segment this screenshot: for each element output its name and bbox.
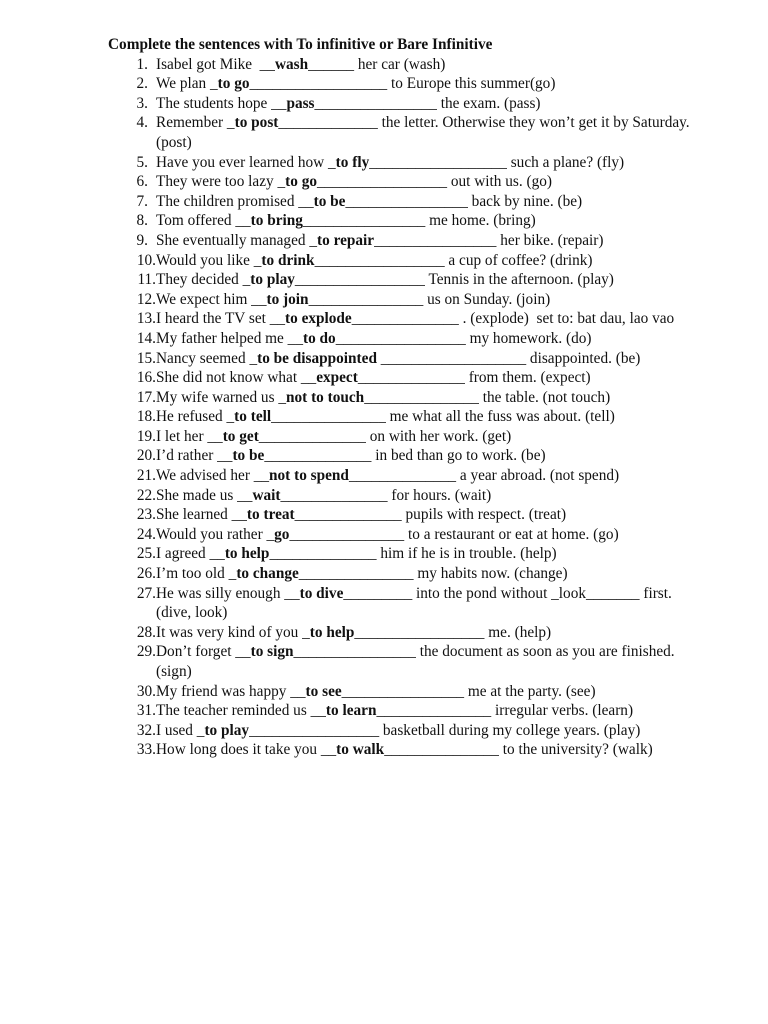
sentence-start: It was very kind of you _ — [156, 623, 310, 641]
sentence-end: ______________ him if he is in trouble. (help) — [269, 545, 557, 563]
answer-text: to help — [224, 545, 270, 563]
exercise-item — [108, 642, 708, 681]
sentence-end: _______________ my habits now. (change) — [298, 565, 568, 583]
sentence-end: _________________ basketball during my college years. (play) — [249, 721, 641, 739]
item-number: 15. — [136, 349, 156, 367]
sentence-end: ___________________ disappointed. (be) — [376, 349, 641, 367]
item-number: 19. — [136, 427, 156, 445]
worksheet — [108, 35, 708, 760]
sentence-start: I heard the TV set __ — [156, 310, 286, 328]
item-sentence — [156, 74, 696, 94]
item-number: 18. — [136, 408, 156, 426]
sentence-start: We advised her __ — [156, 467, 270, 485]
sentence-end: ________________ the exam. (pass) — [314, 94, 541, 112]
sentence-start: How long does it take you __ — [156, 741, 337, 759]
sentence-start: She made us __ — [156, 486, 253, 504]
exercise-item — [108, 388, 708, 408]
answer-text: to treat — [246, 506, 295, 524]
exercise-item — [108, 231, 708, 251]
answer-text: expect — [316, 369, 358, 387]
answer-text: to walk — [336, 741, 385, 759]
item-sentence — [156, 94, 696, 114]
item-sentence — [156, 486, 696, 506]
sentence-end: ________________ me at the party. (see) — [341, 682, 596, 700]
exercise-item — [108, 270, 708, 290]
item-number: 5. — [136, 153, 148, 171]
exercise-item — [108, 329, 708, 349]
item-number: 8. — [136, 212, 148, 230]
sentence-end: __________________ such a plane? (fly) — [369, 153, 625, 171]
item-number: 12. — [136, 290, 156, 308]
exercise-item — [108, 211, 708, 231]
exercise-item — [108, 74, 708, 94]
sentence-end: ________________ the document as soon as you are finished. (sign) — [156, 643, 679, 680]
item-sentence — [156, 623, 696, 643]
sentence-start: The students hope __ — [156, 94, 287, 112]
item-number: 6. — [136, 173, 148, 191]
item-sentence — [156, 642, 696, 681]
sentence-end: ________________ her bike. (repair) — [374, 231, 604, 249]
exercise-item — [108, 349, 708, 369]
exercise-item — [108, 505, 708, 525]
answer-text: to go — [217, 75, 250, 93]
item-sentence — [156, 505, 696, 525]
answer-text: to be — [313, 192, 346, 210]
item-number: 26. — [136, 565, 156, 583]
sentence-end: ______ her car (wash) — [308, 55, 446, 73]
sentence-start: Remember _ — [156, 114, 235, 132]
item-number: 9. — [136, 231, 148, 249]
sentence-end: _______________ to the university? (walk) — [384, 741, 653, 759]
exercise-item — [108, 584, 708, 623]
item-sentence — [156, 270, 696, 290]
answer-text: to see — [305, 682, 342, 700]
exercise-item — [108, 564, 708, 584]
sentence-start: The children promised __ — [156, 192, 314, 210]
sentence-end: ________________ back by nine. (be) — [345, 192, 583, 210]
exercise-item — [108, 192, 708, 212]
sentence-start: I’d rather __ — [156, 447, 233, 465]
exercise-item — [108, 153, 708, 173]
item-number: 3. — [136, 94, 148, 112]
sentence-start: My father helped me __ — [156, 329, 303, 347]
item-number: 30. — [136, 682, 156, 700]
item-sentence — [156, 388, 696, 408]
sentence-end: _________________ out with us. (go) — [317, 173, 552, 191]
sentence-start: Don’t forget __ — [156, 643, 251, 661]
item-sentence — [156, 701, 696, 721]
answer-text: to learn — [325, 702, 377, 720]
item-sentence — [156, 172, 696, 192]
answer-text: to change — [236, 565, 299, 583]
exercise-item — [108, 544, 708, 564]
sentence-start: We plan _ — [156, 75, 218, 93]
exercise-item — [108, 525, 708, 545]
sentence-end: _____________ the letter. Otherwise they won’t get it by Saturday. (post) — [156, 114, 694, 151]
item-number: 29. — [136, 643, 156, 661]
sentence-start: I agreed __ — [156, 545, 225, 563]
item-sentence — [156, 309, 696, 329]
item-sentence — [156, 153, 696, 173]
answer-text: to sign — [250, 643, 294, 661]
sentence-start: She did not know what __ — [156, 369, 317, 387]
answer-text: go — [274, 525, 290, 543]
sentence-start: Would you like _ — [156, 251, 262, 269]
answer-text: to fly — [335, 153, 370, 171]
sentence-start: I let her __ — [156, 427, 223, 445]
exercise-item — [108, 740, 708, 760]
exercise-list — [108, 55, 708, 760]
sentence-start: My friend was happy __ — [156, 682, 306, 700]
item-number: 16. — [136, 369, 156, 387]
item-sentence — [156, 564, 696, 584]
answer-text: to do — [302, 329, 336, 347]
answer-text: to get — [222, 427, 259, 445]
item-sentence — [156, 113, 696, 152]
item-sentence — [156, 407, 696, 427]
exercise-item — [108, 55, 708, 75]
exercise-item — [108, 721, 708, 741]
item-sentence — [156, 721, 696, 741]
answer-text: to repair — [317, 231, 375, 249]
sentence-end: ______________ in bed than go to work. (be) — [264, 447, 546, 465]
sentence-end: _______________ irregular verbs. (learn) — [376, 702, 634, 720]
answer-text: to tell — [234, 408, 272, 426]
sentence-start: My wife warned us _ — [156, 388, 286, 406]
exercise-item — [108, 701, 708, 721]
item-sentence — [156, 682, 696, 702]
answer-text: to dive — [299, 584, 344, 602]
exercise-item — [108, 251, 708, 271]
sentence-start: They decided _ — [156, 271, 251, 289]
sentence-end: __________________ to Europe this summer(go) — [249, 75, 556, 93]
answer-text: to explode — [285, 310, 352, 328]
item-number: 21. — [136, 467, 156, 485]
answer-text: to be disappointed — [257, 349, 377, 367]
exercise-item — [108, 368, 708, 388]
item-number: 1. — [136, 55, 148, 73]
sentence-start: He refused _ — [156, 408, 235, 426]
sentence-end: _______________ the table. (not touch) — [364, 388, 611, 406]
sentence-end: ______________ from them. (expect) — [357, 369, 591, 387]
answer-text: to play — [250, 271, 295, 289]
sentence-start: She learned __ — [156, 506, 247, 524]
item-sentence — [156, 740, 696, 760]
item-sentence — [156, 525, 696, 545]
sentence-start: Would you rather _ — [156, 525, 275, 543]
item-sentence — [156, 349, 696, 369]
item-number: 7. — [136, 192, 148, 210]
sentence-end: ______________ for hours. (wait) — [280, 486, 492, 504]
answer-text: to help — [309, 623, 355, 641]
sentence-start: He was silly enough __ — [156, 584, 300, 602]
item-number: 22. — [136, 486, 156, 504]
answer-text: to go — [285, 173, 317, 191]
item-number: 10. — [136, 251, 156, 269]
item-sentence — [156, 544, 696, 564]
answer-text: to drink — [261, 251, 315, 269]
sentence-end: ______________ . (explode) set to: bat dau, lao vao — [351, 310, 675, 328]
sentence-end: ______________ on with her work. (get) — [258, 427, 512, 445]
item-sentence — [156, 466, 696, 486]
item-sentence — [156, 290, 696, 310]
answer-text: to play — [204, 721, 250, 739]
sentence-start: Have you ever learned how _ — [156, 153, 336, 171]
item-sentence — [156, 192, 696, 212]
item-number: 31. — [136, 702, 156, 720]
sentence-start: She eventually managed _ — [156, 231, 317, 249]
item-number: 33. — [136, 741, 156, 759]
sentence-end: _______________ me what all the fuss was about. (tell) — [271, 408, 615, 426]
answer-text: not to spend — [269, 467, 349, 485]
sentence-start: The teacher reminded us __ — [156, 702, 326, 720]
item-number: 14. — [136, 329, 156, 347]
sentence-start: I’m too old _ — [156, 565, 237, 583]
sentence-end: ______________ pupils with respect. (treat) — [294, 506, 567, 524]
exercise-item — [108, 94, 708, 114]
sentence-end: _________________ me. (help) — [354, 623, 552, 641]
item-sentence — [156, 446, 696, 466]
item-number: 4. — [136, 114, 148, 132]
answer-text: not to touch — [286, 388, 365, 406]
sentence-end: ________________ me home. (bring) — [302, 212, 536, 230]
item-number: 25. — [136, 545, 156, 563]
exercise-item — [108, 427, 708, 447]
item-sentence — [156, 427, 696, 447]
exercise-item — [108, 113, 708, 152]
answer-text: to post — [234, 114, 279, 132]
item-number: 27. — [136, 584, 156, 602]
exercise-item — [108, 407, 708, 427]
exercise-item — [108, 466, 708, 486]
sentence-end: _______________ us on Sunday. (join) — [308, 290, 551, 308]
sentence-start: They were too lazy _ — [156, 173, 286, 191]
sentence-end: _________________ my homework. (do) — [335, 329, 592, 347]
exercise-item — [108, 446, 708, 466]
item-number: 2. — [136, 75, 148, 93]
worksheet-title: Complete the sentences with To infinitive or Bare Infinitive — [108, 36, 493, 53]
sentence-start: Tom offered __ — [156, 212, 251, 230]
item-number: 28. — [136, 623, 156, 641]
answer-text: wash — [274, 55, 309, 73]
exercise-item — [108, 309, 708, 329]
item-number: 11. — [137, 271, 156, 289]
exercise-item — [108, 172, 708, 192]
exercise-item — [108, 623, 708, 643]
sentence-start: I used _ — [156, 721, 205, 739]
sentence-end: _________________ Tennis in the afternoon. (play) — [294, 271, 614, 289]
sentence-end: ______________ a year abroad. (not spend) — [348, 467, 620, 485]
answer-text: to be — [232, 447, 265, 465]
sentence-end: _______________ to a restaurant or eat at home. (go) — [289, 525, 619, 543]
item-number: 13. — [136, 310, 156, 328]
answer-text: to bring — [250, 212, 303, 230]
item-number: 23. — [136, 506, 156, 524]
item-sentence — [156, 329, 696, 349]
exercise-item — [108, 682, 708, 702]
item-number: 17. — [136, 388, 156, 406]
sentence-end: _________________ a cup of coffee? (drink) — [314, 251, 593, 269]
item-sentence — [156, 231, 696, 251]
item-sentence — [156, 211, 696, 231]
sentence-start: Isabel got Mike __ — [156, 55, 275, 73]
answer-text: pass — [286, 94, 315, 112]
item-sentence — [156, 251, 696, 271]
item-number: 32. — [136, 721, 156, 739]
sentence-start: Nancy seemed _ — [156, 349, 258, 367]
sentence-end: _________ into the pond without _look_______ first.(dive, look) — [156, 584, 672, 622]
item-sentence — [156, 584, 696, 623]
item-number: 24. — [136, 525, 156, 543]
exercise-item — [108, 290, 708, 310]
item-sentence — [156, 368, 696, 388]
item-sentence — [156, 55, 696, 75]
answer-text: to join — [266, 290, 309, 308]
item-number: 20. — [136, 447, 156, 465]
answer-text: wait — [252, 486, 281, 504]
sentence-start: We expect him __ — [156, 290, 267, 308]
exercise-item — [108, 486, 708, 506]
